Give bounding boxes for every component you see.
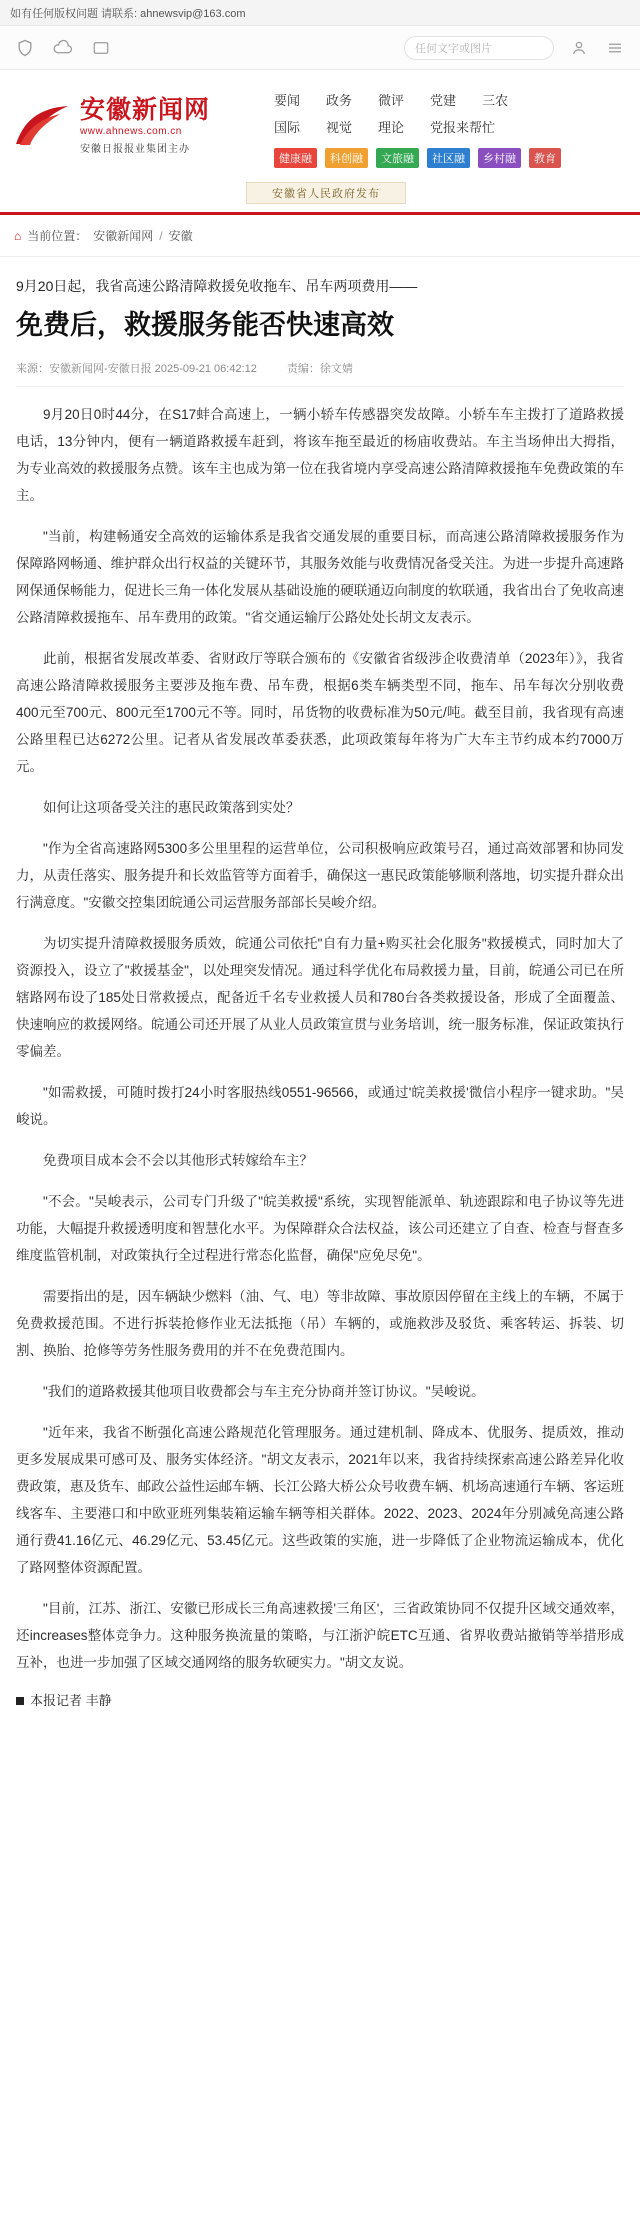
article-paragraph: "目前，江苏、浙江、安徽已形成长三角高速救援'三角区'，三省政策协同不仅提升区域交通效率，还increases整体竞争力。这种服务换流量的策略，与江浙沪皖ETC互通、省界收费站撤销等举措形成互补，也进一步加强了区域交通网络的服务软硬实力。"胡文友说。 xyxy=(16,1600,624,1670)
article-byline: 本报记者 丰静 xyxy=(16,1690,624,1727)
search-input[interactable] xyxy=(404,36,554,60)
breadcrumb-label: 当前位置： xyxy=(27,229,88,243)
chrome-right-group xyxy=(404,36,626,60)
article-paragraph: "作为全省高速路网5300多公里里程的运营单位，公司积极响应政策号召，通过高效部署和协同发力，从责任落实、服务提升和长效监管等方面着手，确保这一惠民政策能够顺利落地，切实提升群众出行满意度。"安徽交控集团皖通公司运营服务部部长吴峻介绍。 xyxy=(16,840,624,910)
article-paragraph: 为切实提升清障救援服务质效，皖通公司依托"自有力量+购买社会化服务"救援模式，同时加大了资源投入，设立了"救援基金"，以处理突发情况。通过科学优化布局救援力量，目前，皖通公司已在所辖路网布设了185处日常救援点，配备近千名专业救援人员和780台各类救援设备，形成了全面覆盖、快速响应的救援网络。皖通公司还开展了从业人员政策宣贯与业务培训，统一服务标准，保证政策执行零偏差。 xyxy=(16,935,624,1059)
top-notice-text: 如有任何版权问题 请联系: ahnewsvip@163.com xyxy=(10,7,246,20)
article-paragraph: "我们的道路救援其他项目收费都会与车主充分协商并签订协议。"吴峻说。 xyxy=(43,1383,485,1399)
nav-row-secondary xyxy=(274,113,626,140)
nav-tag-shequ[interactable]: 社区融 xyxy=(427,148,470,168)
nav-item-weiping[interactable]: 微评 xyxy=(378,93,405,108)
article-paragraph: 如何让这项备受关注的惠民政策落到实处？ xyxy=(43,799,300,815)
breadcrumb-item-anhui[interactable]: 安徽 xyxy=(168,229,193,243)
chrome-left-group xyxy=(14,37,112,59)
tab-icon[interactable] xyxy=(90,37,112,59)
user-icon[interactable] xyxy=(568,37,590,59)
article-meta xyxy=(16,360,624,387)
breadcrumb-item-site[interactable]: 安徽新闻网 xyxy=(93,229,154,243)
breadcrumb-separator: / xyxy=(159,228,163,243)
nav-item-guoji[interactable]: 国际 xyxy=(274,120,301,135)
logo-text-block xyxy=(80,97,210,156)
site-title: 安徽新闻网 xyxy=(80,96,211,124)
nav-tag-xiangcun[interactable]: 乡村融 xyxy=(478,148,521,168)
browser-chrome xyxy=(0,26,640,70)
logo-mark-icon xyxy=(14,100,72,152)
site-header xyxy=(0,70,640,176)
site-logo[interactable] xyxy=(14,84,260,168)
site-url: www.ahnews.com.cn xyxy=(80,126,182,138)
site-subtitle: 安徽日报报业集团主办 xyxy=(80,144,190,156)
nav-tag-list xyxy=(274,148,626,168)
article-paragraph: 免费项目成本会不会以其他形式转嫁给车主？ xyxy=(43,1152,313,1168)
nav-item-dangjian[interactable]: 党建 xyxy=(430,93,457,108)
article-editor: 责编：徐文婧 xyxy=(286,362,353,375)
article-kicker: 9月20日起，我省高速公路清障救援免收拖车、吊车两项费用—— xyxy=(16,278,418,294)
home-icon[interactable]: ⌂ xyxy=(14,228,22,243)
article-paragraph: "当前，构建畅通安全高效的运输体系是我省交通发展的重要目标，而高速公路清障救援服务作为保障路网畅通、维护群众出行权益的关键环节，其服务效能与收费情况备受关注。为进一步提升高速路网保通保畅能力，促进长三角一体化发展从基础设施的硬联通迈向制度的软联通，我省出台了免收高速公路清障救援拖车、吊车费用的政策。"省交通运输厅公路处处长胡文友表示。 xyxy=(16,528,624,625)
article-source: 来源：安徽新闻网-安徽日报 2025-09-21 06:42:12 xyxy=(16,362,257,375)
menu-icon[interactable] xyxy=(604,37,626,59)
nav-item-sannong[interactable]: 三农 xyxy=(482,93,509,108)
cloud-icon[interactable] xyxy=(52,37,74,59)
nav-tag-wenlv[interactable]: 文旅融 xyxy=(376,148,419,168)
gov-banner[interactable]: 安徽省人民政府发布 xyxy=(246,182,406,204)
nav-item-shijue[interactable]: 视觉 xyxy=(326,120,353,135)
article-paragraph: "不会。"吴峻表示，公司专门升级了"皖美救援"系统，实现智能派单、轨迹跟踪和电子协议等先进功能，大幅提升救援透明度和智慧化水平。为保障群众合法权益，该公司还建立了自查、检查与督查多维度监管机制，对政策执行全过程进行常态化监督，确保"应免尽免"。 xyxy=(16,1193,624,1263)
nav-tag-kechuang[interactable]: 科创融 xyxy=(325,148,368,168)
byline-bullet-icon xyxy=(16,1697,24,1705)
top-notice-bar xyxy=(0,0,640,26)
article-body xyxy=(16,387,624,1727)
article-paragraph: 9月20日0时44分，在S17蚌合高速上，一辆小轿车传感器突发故障。小轿车车主拨打了道路救援电话，13分钟内，便有一辆道路救援车赶到，将该车拖至最近的杨庙收费站。车主当场伸出大拇指，为专业高效的救援服务点赞。该车主也成为第一位在我省境内享受高速公路清障救援拖车免费政策的车主。 xyxy=(16,406,624,503)
article-paragraph: "近年来，我省不断强化高速公路规范化管理服务。通过建机制、降成本、优服务、提质效，推动更多发展成果可感可及、服务实体经济。"胡文友表示，2021年以来，我省持续探索高速公路差异化收费政策，惠及货车、邮政公益性运邮车辆、长江公路大桥公众号收费车辆、机场高速通行车辆、客运班线客车、主要港口和中欧亚班列集装箱运输车辆等相关群体。2022、2023、2024年分别减免高速公路通行费41.16亿元、46.29亿元、53.45亿元。这些政策的实施，进一步降低了企业物流运输成本，优化了路网整体资源配置。 xyxy=(16,1424,624,1575)
nav-tag-jiaoyu[interactable]: 教育 xyxy=(529,148,561,168)
nav-item-dangbao[interactable]: 党报来帮忙 xyxy=(430,120,496,135)
page-title: 免费后，救援服务能否快速高效 xyxy=(16,310,394,341)
article-paragraph: "如需救援，可随时拨打24小时客服热线0551-96566，或通过'皖美救援'微信小程序一键求助。"吴峻说。 xyxy=(16,1084,624,1127)
nav-item-lilun[interactable]: 理论 xyxy=(378,120,405,135)
article-paragraph: 需要指出的是，因车辆缺少燃料（油、气、电）等非故障、事故原因停留在主线上的车辆，不属于免费救援范围。不进行拆装抢修作业无法抵拖（吊）车辆的，或施救涉及驳货、乘客转运、拆装、切割、换胎、抢修等劳务性服务费用的并不在免费范围内。 xyxy=(16,1288,624,1358)
nav-item-yaowen[interactable]: 要闻 xyxy=(274,93,301,108)
nav-tag-jiankang[interactable]: 健康融 xyxy=(274,148,317,168)
nav-item-zhengwu[interactable]: 政务 xyxy=(326,93,353,108)
shield-icon[interactable] xyxy=(14,37,36,59)
main-navigation xyxy=(274,84,626,168)
breadcrumb xyxy=(0,215,640,257)
search-placeholder-text: 任何文字或图片 xyxy=(415,42,492,55)
nav-row-primary xyxy=(274,86,626,113)
article xyxy=(0,257,640,1727)
article-paragraph: 此前，根据省发展改革委、省财政厅等联合颁布的《安徽省省级涉企收费清单（2023年）》，我省高速公路清障救援服务主要涉及拖车费、吊车费，根据6类车辆类型不同，拖车、吊车每次分别收费400元至700元、800元至1700元不等。同时，吊货物的收费标准为50元/吨。截至目前，我省现有高速公路里程已达6272公里。记者从省发展改革委获悉，此项政策每年将为广大车主节约成本约7000万元。 xyxy=(16,650,624,774)
